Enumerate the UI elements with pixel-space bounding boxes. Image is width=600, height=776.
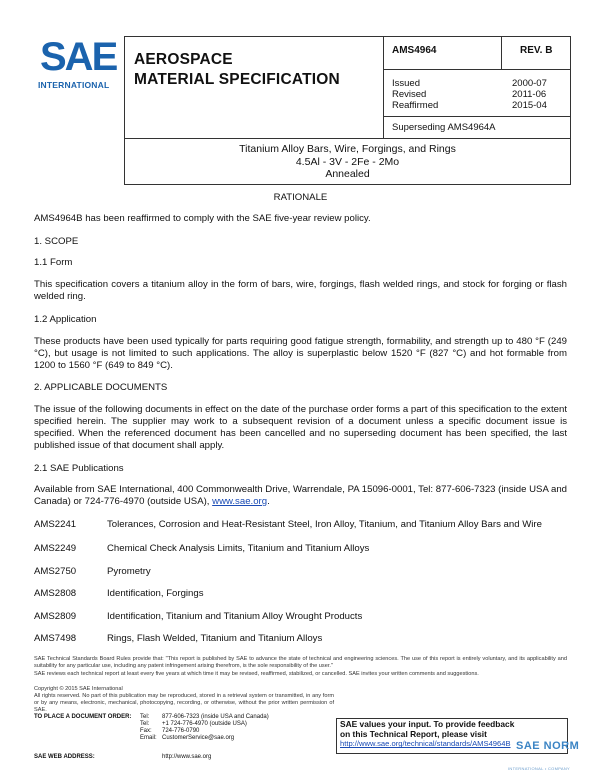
order-label: TO PLACE A DOCUMENT ORDER: [34, 714, 132, 720]
spec-title-line1: Titanium Alloy Bars, Wire, Forgings, and Rings [239, 143, 456, 155]
section-1-1-heading: 1.1 Form [34, 257, 73, 268]
revision-label: REV. B [520, 45, 553, 56]
section-2-1-heading: 2.1 SAE Publications [34, 463, 124, 474]
date-history [392, 78, 562, 111]
sae-address-text: Available from SAE International, 400 Commonwealth Drive, Warrendale, PA 15096-0001, Tel: 877-606-7323 (inside USA and Canada) or 724-776-4970 (outside USA), [34, 484, 567, 507]
spec-description: Rings, Flash Welded, Titanium and Titanium Alloys [107, 633, 323, 644]
spec-code: AMS2249 [34, 543, 77, 554]
spec-title-line2: 4.5Al - 3V - 2Fe - 2Mo [295, 155, 400, 168]
spec-description: Identification, Forgings [107, 588, 204, 599]
copyright-notice: Copyright © 2015 SAE International [34, 686, 123, 692]
issued-row: Issued 2000-07 [392, 78, 547, 89]
rights-notice: All rights reserved. No part of this publication may be reproduced, stored in a retrieval system or transmitted, in any form or by any means, electronic, mechanical, photocopying, recording, or otherwise, without the prior written permission of SAE. [34, 693, 334, 713]
email-address[interactable]: CustomerService@sae.org [162, 735, 235, 741]
application-text: These products have been used typically for parts requiring good fatigue strength, formability, and strength up to 480 °F (249 °C), but usage is not limited to such applications. The alloy is superplastic below 1520 °F (827 °C) and hot formable from 1200 to 1560 °F (649 to 849 °C). [34, 336, 567, 371]
spec-title-line3: Annealed [325, 168, 370, 180]
spec-description: Identification, Titanium and Titanium Alloy Wrought Products [107, 611, 363, 622]
spec-code: AMS2241 [34, 519, 77, 530]
fax-number: 724-776-0790 [162, 728, 200, 734]
feedback-link[interactable]: http://www.sae.org/technical/standards/AMS4964B [340, 739, 511, 749]
spec-code: AMS2750 [34, 566, 77, 577]
watermark: SAE NORM [516, 740, 580, 752]
order-contact-block: TO PLACE A DOCUMENT ORDER: Tel: 877-606-7323 (inside USA and Canada) Tel: +1 724-776-4970 (outside USA) Fax: 724-776-0790 Email: CustomerService@sae.org SAE WEB ADDRESS: http://www.sae.org [34, 714, 269, 760]
applicable-documents-text: The issue of the following documents in effect on the date of the purchase order forms a part of this specification to the extent specified herein. The supplier may work to a subsequent revision of a document unless a specific document issue is specified. When the referenced document has been cancelled and no superseding document has been specified, the last published issue of that document shall apply. [34, 404, 567, 451]
section-2-heading: 2. APPLICABLE DOCUMENTS [34, 382, 168, 393]
spec-description: Tolerances, Corrosion and Heat-Resistant Steel, Iron Alloy, Titanium, and Titanium Alloy Bars and Wire [107, 519, 542, 530]
rationale-text: AMS4964B has been reaffirmed to comply with the SAE five-year review policy. [34, 213, 371, 224]
rationale-heading: RATIONALE [273, 192, 328, 203]
sae-logo-subtitle: INTERNATIONAL [38, 80, 110, 90]
superseding-text: Superseding AMS4964A [392, 122, 496, 133]
reaffirmed-row: Reaffirmed 2015-04 [392, 100, 547, 111]
section-1-heading: 1. SCOPE [34, 236, 79, 247]
sae-website-link[interactable]: www.sae.org [212, 496, 268, 507]
sae-logo [36, 36, 118, 92]
watermark-subtitle: INTERNATIONAL • COMPANY [508, 766, 571, 771]
document-number: AMS4964 [392, 45, 437, 56]
technical-standards-policy: SAE Technical Standards Board Rules provide that: "This report is published by SAE to advance the state of technical and engineering sciences. The use of this report is entirely voluntary, and its applicability and suitability for any particular use, including any patent infringement arising therefrom, is the sole responsibility of the user." [34, 656, 567, 669]
form-text: This specification covers a titanium alloy in the form of bars, wire, forgings, flash welded rings, and stock for forging or flash welded ring. [34, 279, 567, 302]
web-address-label: SAE WEB ADDRESS: [34, 754, 95, 760]
review-policy: SAE reviews each technical report at least every five years at which time it may be revised, reaffirmed, stabilized, or cancelled. SAE invites your written comments and suggestions. [34, 671, 479, 677]
spec-code: AMS2808 [34, 588, 77, 599]
revised-row: Revised 2011-06 [392, 89, 547, 100]
spec-code: AMS2809 [34, 611, 77, 622]
sae-publications-text: Available from SAE International, 400 Commonwealth Drive, Warrendale, PA 15096-0001, Tel: 877-606-7323 (inside USA and Canada) or 724-776-4970 (outside USA), www.sae.org. [34, 484, 567, 507]
spec-code: AMS7498 [34, 633, 77, 644]
section-1-2-heading: 1.2 Application [34, 314, 97, 325]
tel-inside-usa: 877-606-7323 (inside USA and Canada) [162, 714, 269, 720]
sae-logo-mark: SAE [40, 35, 117, 79]
spec-description: Pyrometry [107, 566, 151, 577]
feedback-text: SAE values your input. To provide feedback on this Technical Report, please visit http://www.sae.org/technical/standards/AMS4964B [340, 720, 568, 749]
title-line-aerospace: AEROSPACE [134, 51, 233, 68]
title-line-material-spec: MATERIAL SPECIFICATION [134, 71, 340, 88]
tel-outside-usa: +1 724-776-4970 (outside USA) [162, 721, 247, 727]
web-address-link[interactable]: http://www.sae.org [162, 754, 212, 760]
spec-title [124, 143, 571, 181]
document-type-title [134, 50, 340, 90]
spec-description: Chemical Check Analysis Limits, Titanium and Titanium Alloys [107, 543, 370, 554]
